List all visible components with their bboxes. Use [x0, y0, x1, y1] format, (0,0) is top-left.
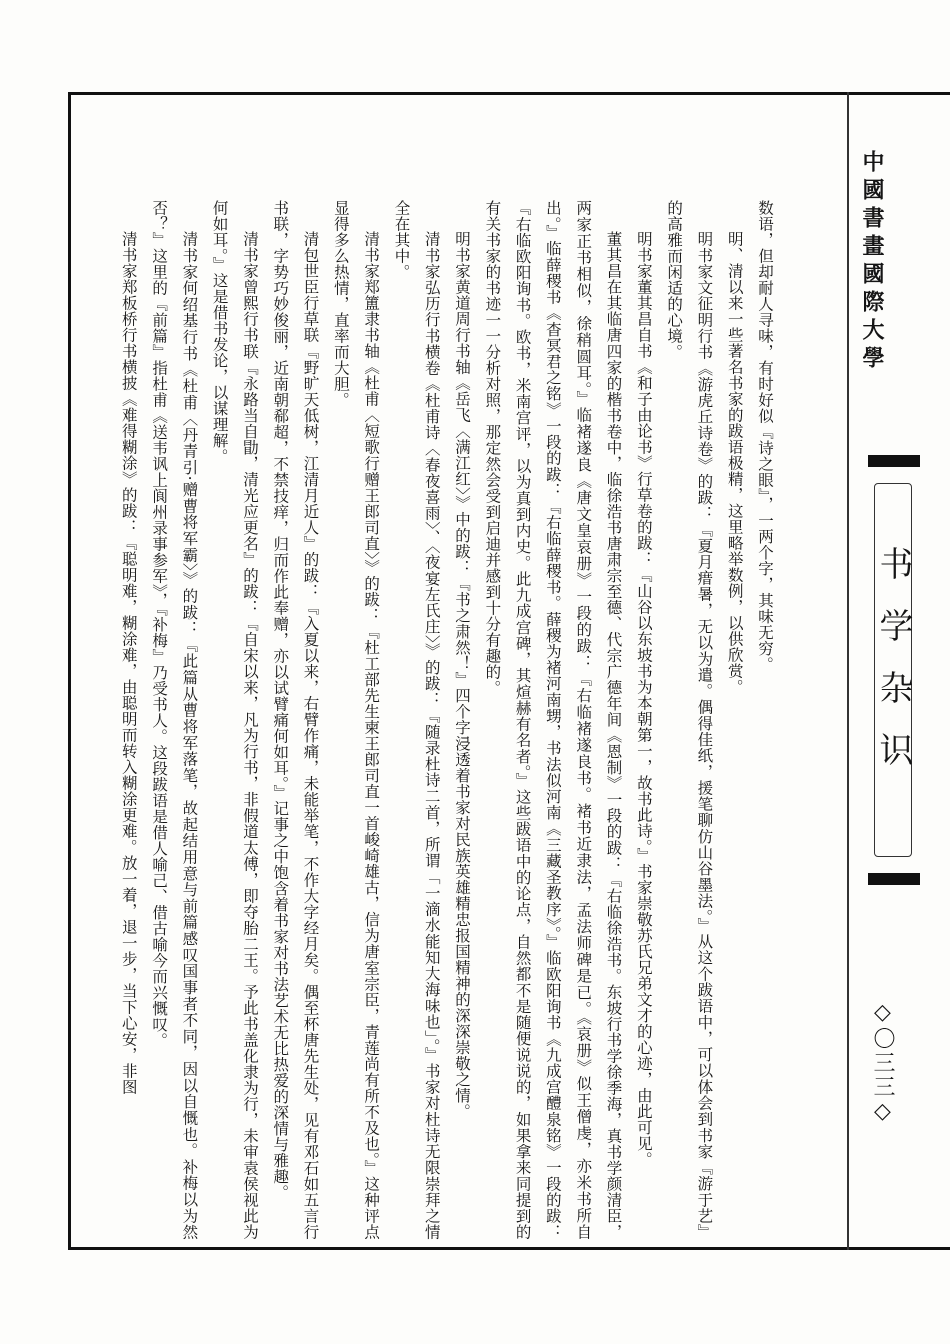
book-title: 中國書畫國際大學	[859, 150, 885, 374]
paragraph: 清包世臣行草联『野旷天低树，江清月近人』的跋：『入夏以来，右臂作痛，未能举笔，不作大字经月矣。偶至杯唐先生处，见有邓石如五言行书联，字势巧妙俊丽，近南朝郗超，不禁技痒，归而作此奉赠，亦以试臂痛何如耳。』记事之中饱含着书家对书法艺术无比热爱的深情与雅趣。	[271, 200, 320, 1240]
paragraph: 数语，但却耐人寻味，有时好似『诗之眼』，一两个字，其味无穷。	[756, 200, 774, 673]
page-number: ◇〇三三◇	[870, 1000, 895, 1126]
paragraph: 明书家文征明行书《游虎丘诗卷》的跋：『夏月瘄暑，无以为遣。偶得佳纸，援笔聊仿山谷墨法。』从这个跋语中，可以体会到书家『游于艺』的高雅而闲适的心境。	[665, 200, 714, 1240]
paragraph: 清书家弘历行书横卷《杜甫诗〈春夜喜雨〉、〈夜宴左氏庄〉》的跋：『随录杜诗二首，所谓「一滴水能知大海味也」。』书家对杜诗无限崇拜之情全在其中。	[392, 200, 441, 1240]
paragraph: 明书家黄道周行书轴《岳飞〈满江红〉》中的跋：『书之肃然！』四个字浸透着书家对民族英雄精忠报国精神的深深崇敬之情。	[453, 231, 472, 1120]
column-title-cartouche	[868, 455, 920, 885]
cartouche-top-bar	[868, 455, 920, 467]
column-title: 书学杂识	[873, 546, 913, 794]
paragraph: 明、清以来一些著名书家的跋语极精，这里略举数例，以供欣赏。	[725, 231, 744, 695]
paragraph: 董其昌在其临唐四家的楷书卷中，临徐浩书唐肃宗至德、代宗广德年间《恩制》一段的跋：『右临徐浩书。东坡行书学徐季海，真书学颜清臣，两家正书相似，徐稍圆耳。』临褚遂良《唐文皇哀册》一段的跋：『右临褚遂良书。褚书近隶法，孟法师碑是已。《哀册》似王僧虔，亦米书所自出。』临薛稷书《杳冥君之铭》一段的跋：『右临薛稷书。薛稷为褚河南甥，书法似河南《三藏圣教序》。』临欧阳询书《九成宫醴泉铭》一段的跋：『右临欧阳询书。欧书，米南宫评，以为真到内史。此九成宫碑，其煊赫有名者。』这些跋语中的论点，自然都不是随便说说的，如果拿来同提到的有关书家的书迹一一分析对照，那定然会受到启迪并感到十分有趣的。	[483, 200, 623, 1240]
paragraph: 清书家郑板桥行书横披《难得糊涂》的跋：『聪明难，糊涂难，由聪明而转入糊涂更难。放一着，退一步，当下心安，非图	[119, 231, 138, 1095]
cartouche-frame	[874, 483, 912, 857]
paragraph: 清书家曾熙行书联『永路当自勖，清光应更名』的跋：『自宋以来，凡为行书，非假道太傅，即夺胎二王。予此书盖化隶为行，未审袁侯视此为何如耳。』这是借书发论，以谋理解。	[210, 200, 259, 1240]
cartouche-bottom-bar	[868, 873, 920, 885]
paragraph: 清书家郑簠隶书轴《杜甫〈短歌行赠王郎司直〉》的跋：『杜工部先生柬王郎司直一首峻崎雄古，信为唐室宗臣，青莲尚有所不及也。』这种评点显得多么热情，直率而大胆。	[331, 200, 381, 1240]
main-text	[100, 200, 780, 1240]
paragraph: 明书家董其昌自书《和子由论书》行草卷的跋：『山谷以东坡书为本朝第一，故书此诗。』书家崇敬苏氏兄弟文才的心迹，由此可见。	[634, 231, 653, 1168]
paragraph: 清书家何绍基行书《杜甫〈丹青引·赠曹将军霸〉》的跋：『此篇从曹将军落笔，故起结用意与前篇感叹国事者不同，因以自慨也。补梅以为然否？』这里的『前篇』指杜甫《送韦讽上阆州录事参军》，『补梅』乃受书人。这段跋语是借人喻己、借古喻今而兴慨叹。	[150, 200, 199, 1240]
margin-rule	[847, 92, 849, 1250]
